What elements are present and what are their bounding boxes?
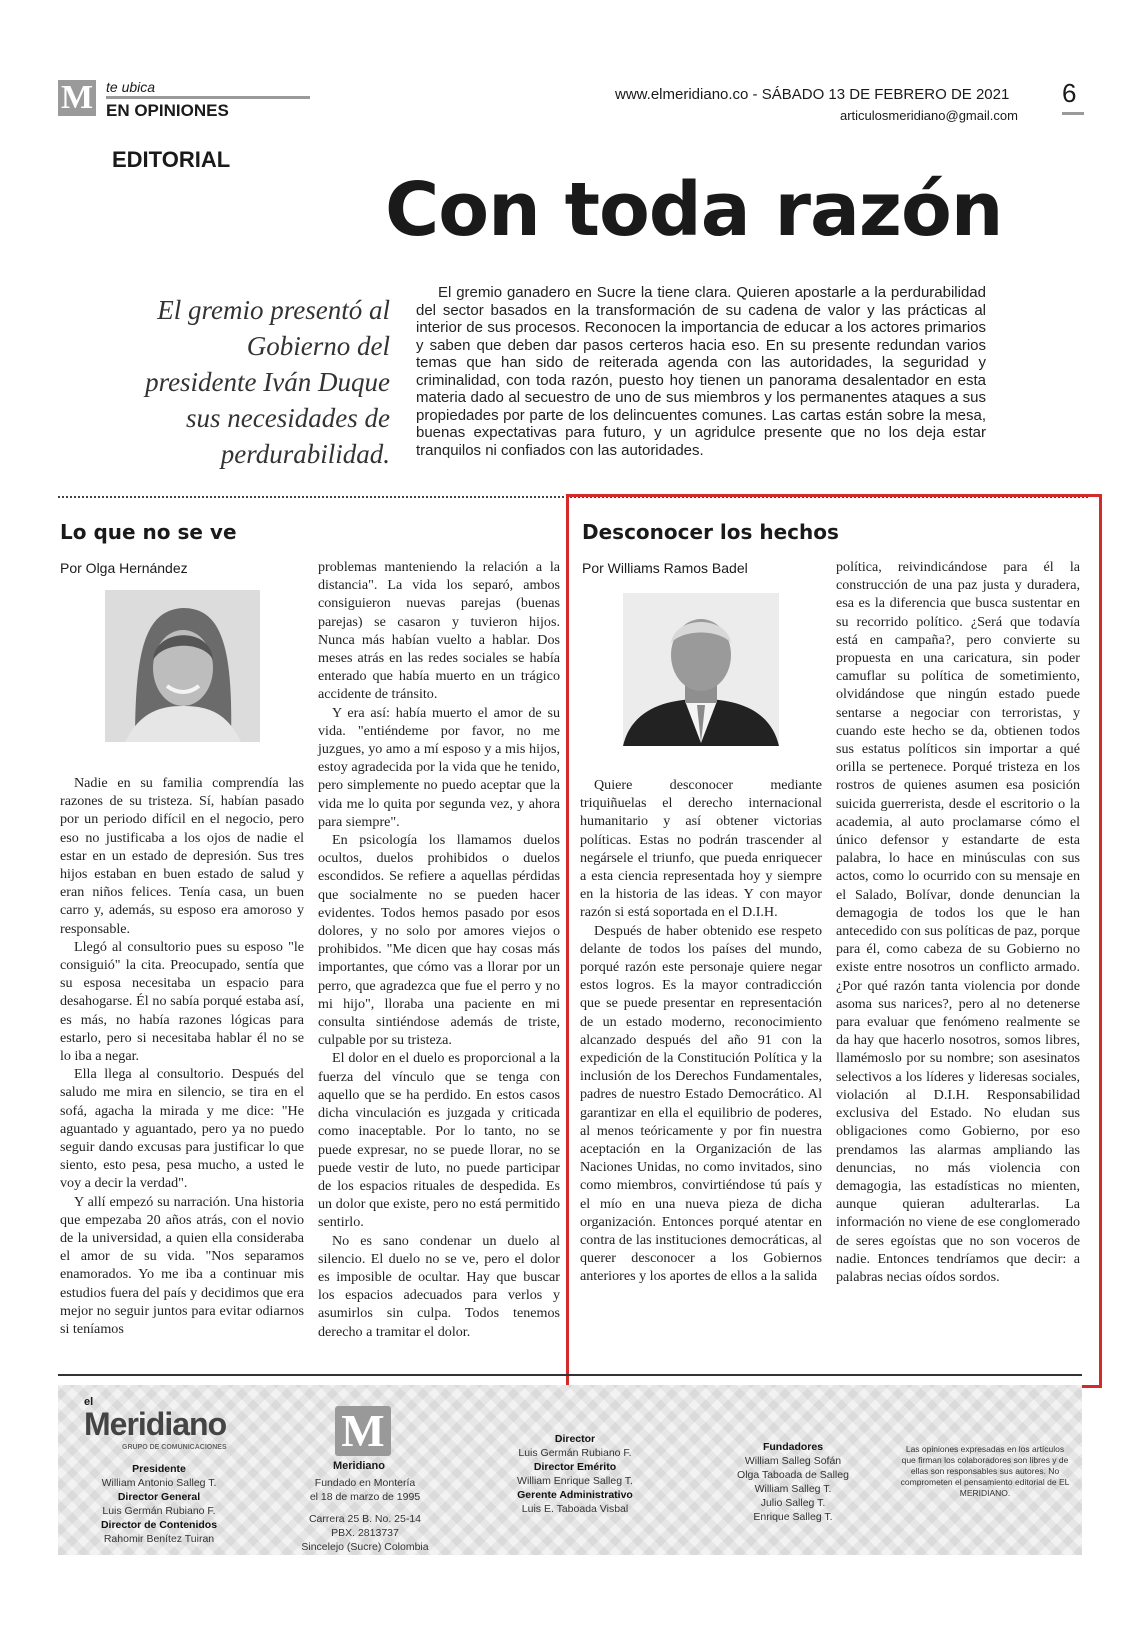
bottom-rule xyxy=(58,1374,1082,1376)
value: Luis Germán Rubiano F. xyxy=(518,1447,632,1459)
paragraph: Y allí empezó su narración. Una historia que empezaba 20 años atrás, con el novio de la universidad, a quien ella consideraba el amor de su vida. "Nos separamos enamorados. Yo me iba a continuar mis estudios fuera del país y decidimos que era mejor no seguir juntos para evitar odiarnos si teníamos xyxy=(60,1193,304,1338)
paragraph: El dolor en el duelo es proporcional a la fuerza del vínculo que se tenga con aquello que se ha perdido. En estos casos dicha vinculación es juzgada y criticada como inaceptable. Por lo tanto, no se puede expresar, no se puede llorar, no se puede vestir de luto, no puede participar de los espacios rituales de despedida. Es un dolor que existe, pero no está permitido sentirlo. xyxy=(318,1050,560,1231)
portrait-icon xyxy=(105,590,260,742)
lead-quote: El gremio presentó al Gobierno del presidente Iván Duque sus necesidades de perdurabilidad. xyxy=(145,295,390,469)
page-number-rule xyxy=(1062,112,1084,115)
label: Director de Contenidos xyxy=(100,1519,218,1531)
label: Director General xyxy=(117,1491,201,1503)
author-photo-williams xyxy=(623,593,779,746)
right-article-title: Desconocer los hechos xyxy=(582,520,839,544)
value: PBX. 2813737 xyxy=(331,1527,399,1539)
value: William Salleg Sofán xyxy=(744,1455,842,1467)
page-number: 6 xyxy=(1062,78,1077,108)
value: Luis E. Taboada Visbal xyxy=(521,1503,629,1515)
header-rule xyxy=(106,96,310,99)
paragraph: Y era así: había muerto el amor de su vida. "entiéndeme por favor, no me juzgues, yo amo a mí esposo y a mis hijos, estoy agradecida por la vida que he tenido, pero simplemente no puedo aceptar que la vida me lo quita por segunda vez, y ahora para siempre". xyxy=(318,704,560,830)
right-article-byline: Por Williams Ramos Badel xyxy=(582,560,748,576)
section-name: EN OPINIONES xyxy=(106,101,229,120)
site-and-date: www.elmeridiano.co - SÁBADO 13 DE FEBRERO DE 2021 xyxy=(615,86,1010,103)
value: Fundado en Montería xyxy=(314,1477,416,1489)
value: William Antonio Salleg T. xyxy=(101,1477,217,1489)
right-article-column-1 xyxy=(580,776,822,1286)
paragraph: En psicología los llamamos duelos ocultos, duelos prohibidos o duelos escondidos. Se refiere a aquellas pérdidas que socialmente no se pueden hacer evidentes. Todos hemos pasado por esos dolores, y no solo por amores viejos o prohibidos. "Me dicen que hay cosas más importantes, que cómo vas a llorar por un perro, que agradezca que fue el perro y no mi hijo", lloraba una paciente en mi consulta sintiéndose además de triste, culpable por su tristeza. xyxy=(318,832,560,1049)
footer-staff-left xyxy=(74,1462,244,1546)
footer-brand-logo: Meridiano xyxy=(84,1406,227,1442)
portrait-icon xyxy=(623,593,779,746)
value: William Salleg T. xyxy=(754,1483,832,1495)
paragraph: Nadie en su familia comprendía las razones de su tristeza. Sí, habían pasado por un periodo difícil en el negocio, pero eso no justificaba a los ojos de nadie el estar en un estado de depresión. Sus tres hijos estaban en buen estado de salud y eran niños felices. Tenía casa, un buen carro y, además, su esposo era amoroso y responsable. xyxy=(60,775,304,937)
value: Enrique Salleg T. xyxy=(753,1511,833,1523)
value: Olga Taboada de Salleg xyxy=(737,1469,849,1481)
editorial-body: El gremio ganadero en Sucre la tiene clara. Quieren apostarle a la perdurabilidad del sector basados en la transformación de su cadena de valor y las prácticas al interior de sus procesos. Reconocen la importancia de educar a los actores primarios y saben que deben dar pasos certeros hacia eso. En su presente redundan varios temas que han sido de reiterada agenda con las autoridades, la seguridad y criminalidad, con toda razón, puesto hoy tienen un panorama desalentador en esta materia dado al secuestro de uno de sus miembros y los permanentes ataques a sus propiedades por parte de los delincuentes comunes. Las cartas están sobre la mesa, buenas expectativas para futuro, y un agridulce presente que no los deja estar tranquilos ni confiados con las autoridades. xyxy=(416,284,986,459)
label: Fundadores xyxy=(762,1441,824,1453)
tagline: te ubica xyxy=(106,79,156,95)
paragraph: Llegó al consultorio pues su esposo "le consiguió" la cita. Preocupado, sentía que su esposa necesitaba un espacio para desahogarse. Él no sabía porqué estaba así, es más, no había razones lógicas para estarlo, pero si necesitaba hablar él no se lo iba a negar. xyxy=(60,938,304,1065)
paragraph: Quiere desconocer mediante triquiñuelas el derecho internacional humanitario y así obtener victorias políticas. Estas no podrán trascender al negársele el triunfo, que pueda enriquecer a esta ciencia representada hoy y siempre en la historia de las ideas. Y con mayor razón si está soportada en el D.I.H. xyxy=(580,777,822,921)
value: William Enrique Salleg T. xyxy=(517,1475,633,1487)
footer-disclaimer: Las opiniones expresadas en los artículos que firman los colaboradores son libres y de ellas son responsables sus autores. No comprometen el pensamiento editorial de EL MERIDIANO. xyxy=(900,1444,1070,1498)
label: Gerente Administrativo xyxy=(517,1489,633,1501)
meridiano-logo: M xyxy=(58,80,96,116)
author-photo-olga xyxy=(105,590,260,742)
value: Luis Germán Rubiano F. xyxy=(102,1505,216,1517)
footer-founding xyxy=(295,1476,435,1504)
label: Director Emérito xyxy=(533,1461,617,1473)
label: Director xyxy=(554,1433,596,1445)
footer-address xyxy=(295,1512,435,1554)
headline: Con toda razón xyxy=(385,167,1003,253)
value: Carrera 25 B. No. 25-14 xyxy=(308,1513,422,1525)
left-article-column-2 xyxy=(318,558,560,1341)
value: Sincelejo (Sucre) Colombia xyxy=(301,1541,429,1553)
left-article-column-1 xyxy=(60,774,304,1338)
editorial-label: EDITORIAL xyxy=(112,147,231,172)
contact-email: articulosmeridiano@gmail.com xyxy=(840,108,1018,123)
footer-brand-subtitle: GRUPO DE COMUNICACIONES xyxy=(122,1444,227,1451)
left-article-title: Lo que no se ve xyxy=(60,520,237,544)
left-article-byline: Por Olga Hernández xyxy=(60,560,188,576)
paragraph: No es sano condenar un duelo al silencio. El duelo no se ve, pero el dolor es imposible de ocultar. Hay que buscar los espacios adecuados para verlos y asumirlos sin culpa. Todos tenemos derecho a tramitar el dolor. xyxy=(318,1232,560,1340)
paragraph: Después de haber obtenido ese respeto delante de todos los países del mundo, porqué razón este personaje quiere negar estos logros. Es la mayor contradicción que se puede presentar en representación de un estado moderno, reconocimiento alcanzado después del año 91 con la expedición de la Constitución Política y la inclusión de los Derechos Fundamentales, padres de nuestro Estado Democrático. Al garantizar en ella el equilibrio de poderes, al menos teóricamente y por fin nuestra aceptación en la Organización de las Naciones Unidas, no como invitados, sino como miembros, convirtiéndose tú país y el mío en una nueva pieza de dicha organización. Entonces porqué atentar en contra de las instituciones democráticas, al querer desconocer a los Gobiernos anteriores y los aportes de ellos a la salida xyxy=(580,922,822,1285)
value: Julio Salleg T. xyxy=(760,1497,826,1509)
footer-directors xyxy=(500,1432,650,1516)
footer-founders xyxy=(718,1440,868,1524)
footer-m-label: Meridiano xyxy=(333,1460,385,1472)
footer-m-logo: M xyxy=(335,1406,391,1456)
right-article-column-2 xyxy=(836,558,1080,1286)
footer-brand-el: el xyxy=(84,1396,94,1408)
paragraph: problemas manteniendo la relación a la distancia". La vida los separó, ambos consiguieron nuevas parejas (buenas parejas) se casaron y tuvieron hijos. Nunca más habían vuelto a hablar. Dos meses atrás en las redes sociales se había enterado que había muerto en un trágico accidente de tránsito. xyxy=(318,559,560,703)
label: Presidente xyxy=(132,1463,186,1475)
paragraph: Ella llega al consultorio. Después del saludo me mira en silencio, se tira en el sofá, agacha la mirada y me dice: "He aguantado y aguantado, pero ya no puedo seguir dando excusas para justificar lo que siento, esto pesa, pesa mucho, a usted le voy a decir la verdad". xyxy=(60,1066,304,1192)
paragraph: política, reivindicándose para él la construcción de una paz justa y duradera, esa es la diferencia que busca sustentar en su recorrido político. ¿Será que todavía está en campaña?, pero convierte su propuesta en una caricatura, sin poder camuflar su política de sometimiento, olvidándose que ningún estado puede sentarse a negociar con terroristas, y cuando este hecho se da, obtienen todos sus estatus políticos sin importar a qué orilla se pertenece. Porqué tristeza en los rostros de quienes asumen esa posición suicida guerrerista, desde el escritorio o la academia, al auto proclamarse cómo el único defensor y estandarte de esta palabra, lo hace en minúsculas con sus actos, como lo ocurrido con su mensaje en el Salado, Bolívar, donde denuncian la demagogia de todos los que le han antecedido con sus políticas de paz, porque para él, como cabeza de su Gobierno no existe entre nosotros un conflicto armado. ¿Por qué razón tanta violencia por donde asoma sus narices?, pero al no detenerse para evaluar que fenómeno realmente se da hay que hacerlo nosotros, somos libres, llamémoslo por su nombre; son asesinatos selectivos a los líderes y lideresas sociales, violación al D.I.H. Responsabilidad exclusiva del Estado. No eludan sus obligaciones como Gobierno, por eso prendamos las alarmas ampliando las denuncias, no más violencia con demagogia, las estadísticas no mienten, aunque quieran adulterarlas. La información no viene de ese conglomerado de seres egoístas que no son voceros de nadie. Entonces tendríamos que decir: a palabras necias oídos sordos. xyxy=(836,559,1080,1285)
value: el 18 de marzo de 1995 xyxy=(309,1491,421,1503)
value: Rahomir Benítez Tuiran xyxy=(103,1533,215,1545)
